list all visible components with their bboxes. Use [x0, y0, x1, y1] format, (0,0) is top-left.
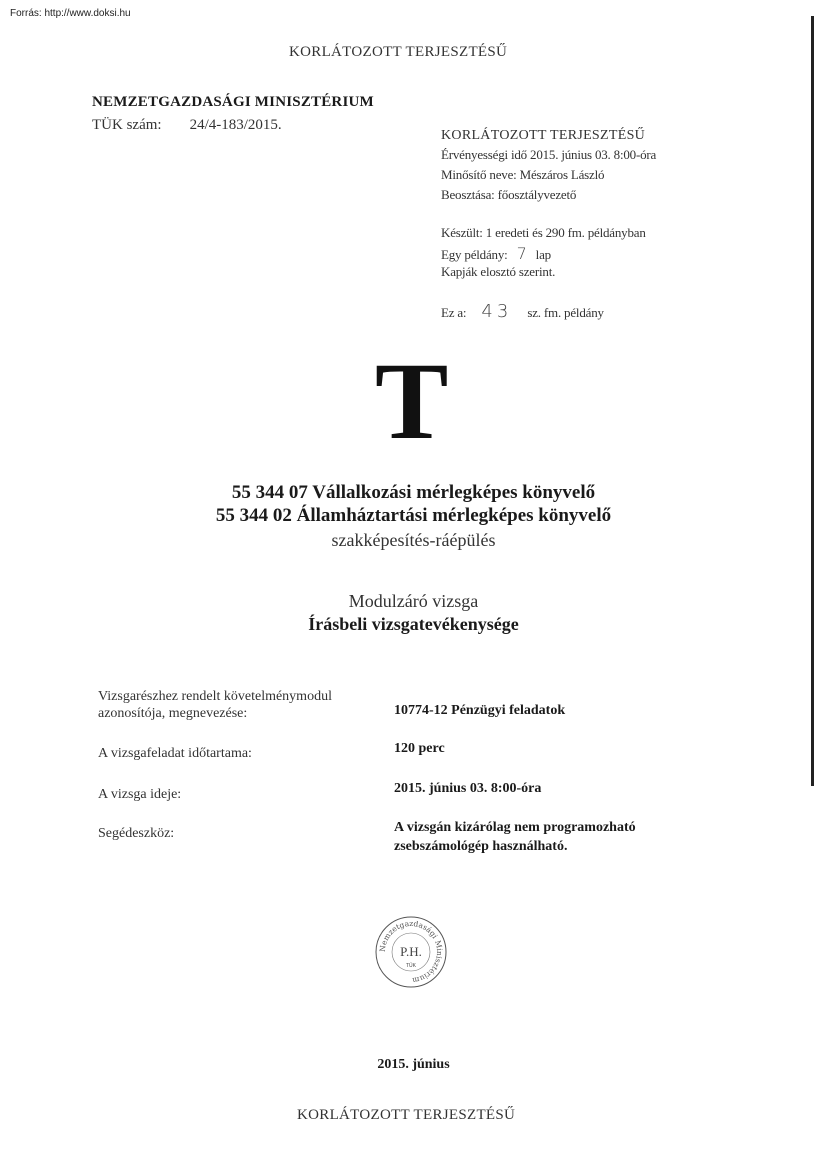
classifier-position: Beosztása: főosztályvezető: [441, 187, 577, 202]
classifier-name: Minősítő neve: Mészáros László: [441, 167, 605, 182]
source-url: Forrás: http://www.doksi.hu: [10, 8, 131, 19]
copy-label: Egy példány:: [441, 247, 508, 262]
classification-title: KORLÁTOZOTT TERJESZTÉSŰ: [441, 128, 646, 143]
this-copy-line: [441, 301, 604, 322]
scan-edge-line: [811, 16, 814, 786]
tuk-number: 24/4-183/2015.: [189, 117, 282, 133]
official-seal-stamp: [373, 914, 449, 990]
tuk-label: TÜK szám:: [92, 117, 162, 133]
validity-line: Érvényességi idő 2015. június 03. 8:00-óra: [441, 147, 657, 162]
this-copy-unit: sz. fm. példány: [527, 305, 604, 320]
this-copy-label: Ez a:: [441, 305, 467, 320]
copies-made: Készült: 1 eredeti és 290 fm. példányban: [441, 225, 646, 240]
distribution-line: Kapják elosztó szerint.: [441, 264, 556, 279]
document-letter-t: T: [375, 340, 449, 462]
module-label-1: Vizsgarészhez rendelt követelménymodul: [98, 689, 332, 704]
exam-type: Modulzáró vizsga: [348, 591, 479, 611]
restriction-header: KORLÁTOZOTT TERJESZTÉSŰ: [289, 44, 508, 60]
duration-value: 120 perc: [394, 741, 445, 756]
ministry-name: NEMZETGAZDASÁGI MINISZTÉRIUM: [92, 94, 374, 110]
exam-activity: Írásbeli vizsgatevékenysége: [308, 614, 519, 634]
module-label-2: azonosítója, megnevezése:: [98, 706, 248, 721]
tool-label: Segédeszköz:: [98, 826, 175, 841]
seal-ring-text: Nemzetgazdasági Minisztérium: [377, 918, 445, 986]
copy-pages-unit: lap: [535, 247, 551, 262]
duration-label: A vizsgafeladat időtartama:: [98, 746, 252, 761]
this-copy-number: 43: [481, 301, 513, 322]
document-date: 2015. június: [377, 1057, 450, 1072]
qualification-2: 55 344 02 Államháztartási mérlegképes könyvelő: [215, 505, 612, 526]
tool-value-2: zsebszámológép használható.: [394, 839, 568, 854]
copy-pages-line: [441, 244, 551, 263]
exam-time-value: 2015. június 03. 8:00-óra: [394, 781, 542, 796]
copy-pages-value: 7: [516, 244, 527, 263]
restriction-footer: KORLÁTOZOTT TERJESZTÉSŰ: [297, 1107, 516, 1123]
tool-value-1: A vizsgán kizárólag nem programozható: [394, 820, 636, 835]
qualification-1: 55 344 07 Vállalkozási mérlegképes könyvelő: [231, 482, 596, 503]
seal-bottom-text: TÜK: [406, 963, 416, 969]
module-value: 10774-12 Pénzügyi feladatok: [394, 703, 566, 718]
seal-center-text: P.H.: [400, 944, 422, 959]
tuk-number-line: [92, 117, 282, 134]
exam-time-label: A vizsga ideje:: [98, 787, 182, 802]
qualification-type: szakképesítés-ráépülés: [331, 530, 496, 550]
